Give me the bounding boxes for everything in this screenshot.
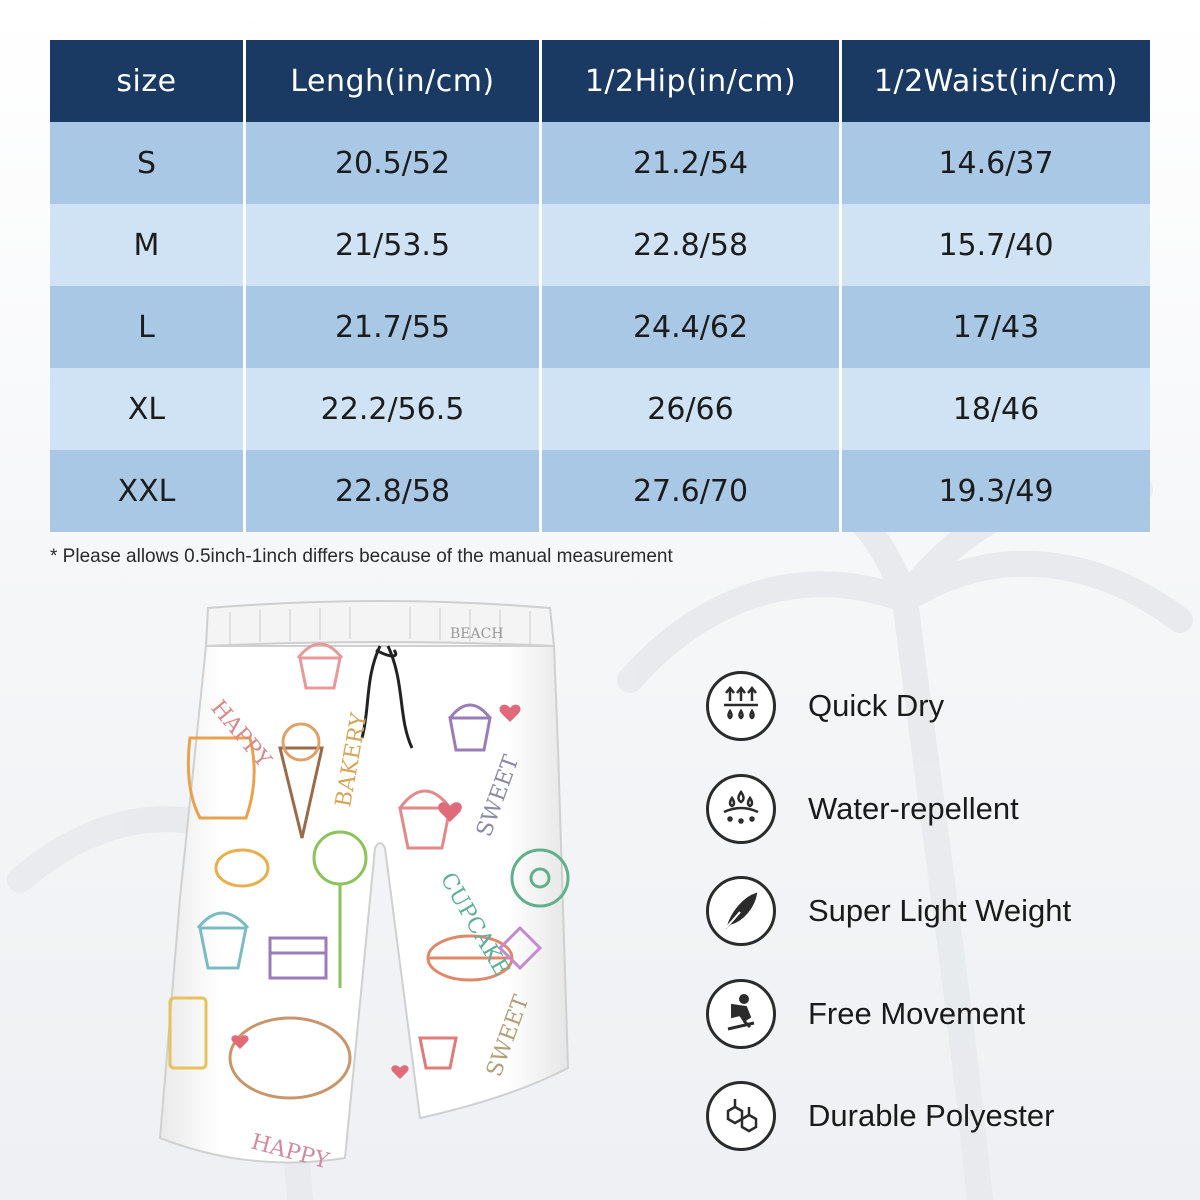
print-text: SWEET <box>472 752 525 841</box>
header-size: size <box>50 40 246 122</box>
cell-waist: 19.3/49 <box>842 450 1150 532</box>
feature-label: Super Light Weight <box>808 893 1072 929</box>
header-length: Lengh(in/cm) <box>246 40 542 122</box>
size-chart-table <box>50 40 1150 532</box>
feature-super-light-weight <box>706 860 1166 963</box>
cell-length: 21.7/55 <box>246 286 542 368</box>
table-row <box>50 122 1150 204</box>
shorts-product-image <box>150 598 610 1188</box>
header-half-hip: 1/2Hip(in/cm) <box>542 40 842 122</box>
cell-length: 21/53.5 <box>246 204 542 286</box>
cell-hip: 21.2/54 <box>542 122 842 204</box>
table-row <box>50 450 1150 532</box>
table-row <box>50 368 1150 450</box>
cell-hip: 27.6/70 <box>542 450 842 532</box>
cell-hip: 24.4/62 <box>542 286 842 368</box>
cell-waist: 17/43 <box>842 286 1150 368</box>
table-row <box>50 204 1150 286</box>
cell-hip: 26/66 <box>542 368 842 450</box>
cell-waist: 14.6/37 <box>842 122 1150 204</box>
feature-free-movement <box>706 963 1166 1066</box>
feature-label: Quick Dry <box>808 688 945 724</box>
molecule-icon <box>706 1081 776 1151</box>
print-text: HAPPY <box>248 1129 332 1175</box>
feature-water-repellent <box>706 758 1166 861</box>
feature-list <box>706 655 1166 1168</box>
feature-quick-dry <box>706 655 1166 758</box>
cell-length: 22.8/58 <box>246 450 542 532</box>
cell-waist: 18/46 <box>842 368 1150 450</box>
measurement-note: * Please allows 0.5inch-1inch differs because of the manual measurement <box>50 546 673 567</box>
header-half-waist: 1/2Waist(in/cm) <box>842 40 1150 122</box>
print-text: SWEET <box>482 992 535 1081</box>
size-chart-header-row <box>50 40 1150 122</box>
feature-label: Free Movement <box>808 995 1026 1031</box>
print-text: CUPCAKE <box>434 868 515 981</box>
cell-length: 22.2/56.5 <box>246 368 542 450</box>
feather-icon <box>706 876 776 946</box>
feature-label: Water-repellent <box>808 790 1019 826</box>
skateboarder-icon <box>706 979 776 1049</box>
cell-size: L <box>50 286 246 368</box>
cell-size: S <box>50 122 246 204</box>
quick-dry-icon <box>706 671 776 741</box>
print-text: HAPPY <box>205 695 276 773</box>
cell-waist: 15.7/40 <box>842 204 1150 286</box>
print-text: BEACH <box>450 626 504 642</box>
cell-size: XXL <box>50 450 246 532</box>
cell-size: XL <box>50 368 246 450</box>
cell-size: M <box>50 204 246 286</box>
water-drops-icon <box>706 774 776 844</box>
feature-durable-polyester <box>706 1065 1166 1168</box>
cell-length: 20.5/52 <box>246 122 542 204</box>
print-text: BAKERY <box>331 711 373 810</box>
table-row <box>50 286 1150 368</box>
cell-hip: 22.8/58 <box>542 204 842 286</box>
feature-label: Durable Polyester <box>808 1098 1055 1134</box>
